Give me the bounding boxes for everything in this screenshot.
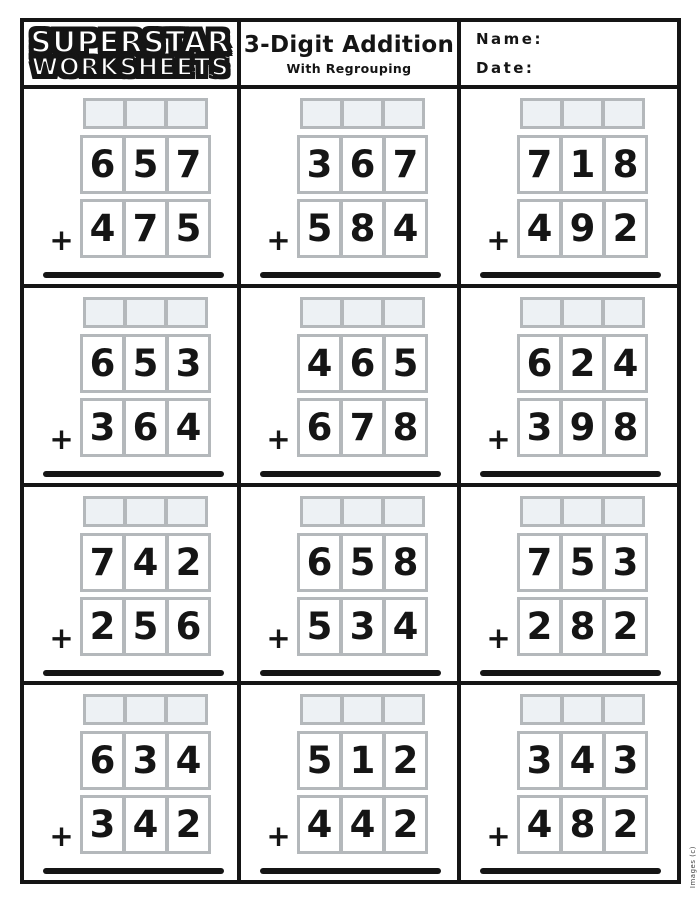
digit-box xyxy=(83,337,122,390)
digit-box xyxy=(126,138,165,191)
bottom-digit: 8 xyxy=(569,803,596,847)
answer-line xyxy=(480,272,661,278)
addend-top-row xyxy=(517,135,648,194)
top-digit: 6 xyxy=(89,739,116,783)
digit-box xyxy=(126,798,165,851)
digit-box xyxy=(386,337,425,390)
addend-bottom-row xyxy=(517,795,648,854)
carry-box xyxy=(303,300,340,325)
top-digit: 3 xyxy=(612,540,639,584)
bottom-digit: 4 xyxy=(392,604,419,648)
bottom-digit: 6 xyxy=(175,604,202,648)
carry-box xyxy=(127,300,164,325)
digit-box xyxy=(563,401,602,454)
addend-bottom-line xyxy=(260,795,442,859)
addend-bottom-line xyxy=(260,199,442,263)
carry-box xyxy=(127,697,164,722)
digit-box xyxy=(386,202,425,255)
top-digit: 3 xyxy=(526,739,553,783)
digit-box xyxy=(83,798,122,851)
top-digit: 2 xyxy=(175,540,202,584)
addition-problem xyxy=(241,288,457,483)
digit-box xyxy=(606,138,645,191)
carry-boxes xyxy=(300,694,425,725)
logo-box xyxy=(24,22,237,85)
digit-box xyxy=(126,734,165,787)
top-digit: 5 xyxy=(392,341,419,385)
digit-box xyxy=(563,202,602,255)
carry-box xyxy=(86,300,123,325)
digit-box xyxy=(606,202,645,255)
top-digit: 1 xyxy=(349,739,376,783)
digit-box xyxy=(343,337,382,390)
bottom-digit: 4 xyxy=(132,803,159,847)
bottom-digit: 3 xyxy=(349,604,376,648)
digit-box xyxy=(169,536,208,589)
top-digit: 7 xyxy=(175,143,202,186)
digit-box xyxy=(300,337,339,390)
bottom-digit: 2 xyxy=(89,604,116,648)
top-digit: 6 xyxy=(349,341,376,385)
bottom-digit: 3 xyxy=(89,405,116,449)
digit-box xyxy=(563,734,602,787)
bottom-digit: 5 xyxy=(175,207,202,250)
problem-block xyxy=(43,297,225,477)
problem-block xyxy=(480,297,662,477)
carry-box xyxy=(523,499,560,524)
top-digit: 5 xyxy=(349,540,376,584)
carry-boxes xyxy=(83,98,208,129)
digit-box xyxy=(520,401,559,454)
bottom-digit: 7 xyxy=(132,207,159,250)
digit-box xyxy=(169,401,208,454)
plus-sign: + xyxy=(49,421,74,456)
top-digit: 8 xyxy=(392,540,419,584)
bottom-digit: 2 xyxy=(612,207,639,250)
plus-sign: + xyxy=(266,421,291,456)
digit-box xyxy=(126,536,165,589)
plus-sign: + xyxy=(266,819,291,854)
addend-top-row xyxy=(80,135,211,194)
bottom-digit: 2 xyxy=(392,803,419,847)
bottom-digit: 4 xyxy=(306,803,333,847)
digit-box xyxy=(520,202,559,255)
addend-bottom-row xyxy=(80,199,211,258)
problem-block xyxy=(260,297,442,477)
carry-box xyxy=(168,101,205,126)
problem-block xyxy=(260,98,442,278)
problem-block xyxy=(260,496,442,676)
carry-boxes xyxy=(300,297,425,328)
page-title: 3-Digit Addition xyxy=(243,31,455,58)
top-digit: 7 xyxy=(89,540,116,584)
addend-top-row xyxy=(80,334,211,393)
bottom-digit: 5 xyxy=(306,604,333,648)
digit-box xyxy=(300,138,339,191)
top-digit: 1 xyxy=(569,143,596,186)
addend-top-row xyxy=(297,731,428,790)
plus-sign: + xyxy=(486,421,511,456)
digit-box xyxy=(343,401,382,454)
credit-text: Images (c) xyxy=(689,845,697,888)
answer-line xyxy=(260,471,441,477)
addend-bottom-row xyxy=(517,597,648,656)
top-digit: 7 xyxy=(392,143,419,186)
top-digit: 5 xyxy=(569,540,596,584)
top-digit: 3 xyxy=(612,739,639,783)
logo-text-superstar: SUPERSTAR xyxy=(30,25,231,59)
carry-box xyxy=(523,101,560,126)
digit-box xyxy=(300,401,339,454)
carry-boxes xyxy=(520,297,645,328)
addition-problem xyxy=(241,487,457,682)
carry-box xyxy=(385,697,422,722)
digit-box xyxy=(83,536,122,589)
logo-text-worksheets: WORKSHEETS xyxy=(31,53,230,81)
addition-problem xyxy=(24,89,237,284)
carry-box xyxy=(564,697,601,722)
bottom-digit: 4 xyxy=(89,207,116,250)
bottom-digit: 8 xyxy=(612,405,639,449)
addition-problem xyxy=(241,685,457,880)
top-digit: 4 xyxy=(569,739,596,783)
addend-top-row xyxy=(80,533,211,592)
carry-box xyxy=(344,697,381,722)
carry-box xyxy=(168,697,205,722)
bottom-digit: 2 xyxy=(612,803,639,847)
addition-problem xyxy=(24,487,237,682)
digit-box xyxy=(606,600,645,653)
bottom-digit: 8 xyxy=(349,207,376,250)
carry-box xyxy=(344,101,381,126)
name-label: Name: xyxy=(476,30,543,48)
digit-box xyxy=(343,600,382,653)
plus-sign: + xyxy=(486,223,511,257)
carry-box xyxy=(168,499,205,524)
carry-box xyxy=(303,499,340,524)
carry-box xyxy=(86,697,123,722)
addend-bottom-line xyxy=(480,398,662,462)
addend-bottom-row xyxy=(80,398,211,457)
addend-bottom-row xyxy=(80,795,211,854)
top-digit: 2 xyxy=(569,341,596,385)
bottom-digit: 2 xyxy=(175,803,202,847)
carry-boxes xyxy=(83,496,208,527)
bottom-digit: 9 xyxy=(569,405,596,449)
answer-line xyxy=(260,272,441,278)
addend-top-row xyxy=(80,731,211,790)
top-digit: 2 xyxy=(392,739,419,783)
digit-box xyxy=(169,734,208,787)
digit-box xyxy=(606,734,645,787)
carry-boxes xyxy=(83,297,208,328)
digit-box xyxy=(300,600,339,653)
answer-line xyxy=(43,670,224,676)
addend-bottom-row xyxy=(80,597,211,656)
carry-box xyxy=(303,697,340,722)
digit-box xyxy=(169,600,208,653)
addition-problem xyxy=(241,89,457,284)
plus-sign: + xyxy=(49,620,74,655)
bottom-digit: 6 xyxy=(132,405,159,449)
problem-block xyxy=(480,496,662,676)
addend-top-row xyxy=(517,731,648,790)
addition-problem xyxy=(461,288,677,483)
top-digit: 8 xyxy=(612,143,639,186)
carry-box xyxy=(86,499,123,524)
carry-boxes xyxy=(300,496,425,527)
digit-box xyxy=(126,600,165,653)
answer-line xyxy=(480,471,661,477)
addend-bottom-line xyxy=(43,597,225,661)
addend-bottom-line xyxy=(260,398,442,462)
digit-box xyxy=(606,798,645,851)
digit-box xyxy=(520,600,559,653)
top-digit: 6 xyxy=(306,540,333,584)
carry-box xyxy=(605,300,642,325)
digit-box xyxy=(563,337,602,390)
digit-box xyxy=(520,536,559,589)
digit-box xyxy=(386,734,425,787)
digit-box xyxy=(520,337,559,390)
digit-box xyxy=(343,202,382,255)
bottom-digit: 8 xyxy=(569,604,596,648)
plus-sign: + xyxy=(49,223,74,257)
addend-bottom-line xyxy=(260,597,442,661)
carry-box xyxy=(564,499,601,524)
digit-box xyxy=(343,734,382,787)
bottom-digit: 4 xyxy=(392,207,419,250)
addition-problem xyxy=(24,288,237,483)
addend-bottom-row xyxy=(517,199,648,258)
top-digit: 5 xyxy=(132,143,159,186)
problem-block xyxy=(480,98,662,278)
digit-box xyxy=(169,202,208,255)
addend-bottom-row xyxy=(297,199,428,258)
addend-bottom-line xyxy=(43,795,225,859)
carry-boxes xyxy=(520,98,645,129)
digit-box xyxy=(300,798,339,851)
carry-boxes xyxy=(300,98,425,129)
bottom-digit: 4 xyxy=(175,405,202,449)
addend-bottom-row xyxy=(297,597,428,656)
answer-line xyxy=(480,670,661,676)
carry-box xyxy=(564,101,601,126)
problem-block xyxy=(480,694,662,874)
carry-box xyxy=(605,499,642,524)
digit-box xyxy=(606,337,645,390)
addend-bottom-line xyxy=(480,199,662,263)
carry-box xyxy=(127,499,164,524)
digit-box xyxy=(343,536,382,589)
carry-box xyxy=(523,697,560,722)
answer-line xyxy=(260,868,441,874)
digit-box xyxy=(563,138,602,191)
digit-box xyxy=(520,734,559,787)
addend-bottom-line xyxy=(43,199,225,263)
carry-boxes xyxy=(520,496,645,527)
page-subtitle: With Regrouping xyxy=(286,60,412,76)
digit-box xyxy=(386,138,425,191)
addend-bottom-line xyxy=(480,795,662,859)
top-digit: 5 xyxy=(132,341,159,385)
top-digit: 5 xyxy=(306,739,333,783)
digit-box xyxy=(169,138,208,191)
problem-block xyxy=(43,98,225,278)
title-box xyxy=(241,22,457,85)
top-digit: 4 xyxy=(306,341,333,385)
bottom-digit: 4 xyxy=(526,803,553,847)
answer-line xyxy=(43,272,224,278)
carry-box xyxy=(523,300,560,325)
digit-box xyxy=(343,138,382,191)
digit-box xyxy=(606,401,645,454)
problem-block xyxy=(43,694,225,874)
plus-sign: + xyxy=(486,620,511,655)
bottom-digit: 4 xyxy=(349,803,376,847)
addition-problem xyxy=(461,487,677,682)
digit-box xyxy=(520,798,559,851)
digit-box xyxy=(343,798,382,851)
top-digit: 3 xyxy=(132,739,159,783)
bottom-digit: 2 xyxy=(612,604,639,648)
digit-box xyxy=(83,138,122,191)
digit-box xyxy=(169,337,208,390)
digit-box xyxy=(563,600,602,653)
addend-bottom-row xyxy=(297,398,428,457)
bottom-digit: 7 xyxy=(349,405,376,449)
carry-box xyxy=(385,101,422,126)
top-digit: 6 xyxy=(349,143,376,186)
addend-bottom-line xyxy=(43,398,225,462)
top-digit: 4 xyxy=(612,341,639,385)
bottom-digit: 8 xyxy=(392,405,419,449)
bottom-digit: 5 xyxy=(306,207,333,250)
top-digit: 6 xyxy=(89,143,116,186)
addend-top-row xyxy=(297,334,428,393)
bottom-digit: 3 xyxy=(89,803,116,847)
digit-box xyxy=(386,401,425,454)
digit-box xyxy=(386,536,425,589)
plus-sign: + xyxy=(266,620,291,655)
plus-sign: + xyxy=(266,223,291,257)
carry-box xyxy=(344,300,381,325)
digit-box xyxy=(300,202,339,255)
bottom-digit: 2 xyxy=(526,604,553,648)
top-digit: 6 xyxy=(526,341,553,385)
top-digit: 4 xyxy=(132,540,159,584)
addend-bottom-row xyxy=(517,398,648,457)
top-digit: 6 xyxy=(89,341,116,385)
answer-line xyxy=(260,670,441,676)
carry-box xyxy=(86,101,123,126)
digit-box xyxy=(563,798,602,851)
carry-box xyxy=(168,300,205,325)
addend-top-row xyxy=(297,533,428,592)
digit-box xyxy=(386,600,425,653)
problem-block xyxy=(43,496,225,676)
digit-box xyxy=(83,600,122,653)
top-digit: 3 xyxy=(306,143,333,186)
addition-problem xyxy=(461,685,677,880)
digit-box xyxy=(520,138,559,191)
bottom-digit: 6 xyxy=(306,405,333,449)
carry-box xyxy=(605,101,642,126)
digit-box xyxy=(169,798,208,851)
carry-box xyxy=(564,300,601,325)
digit-box xyxy=(83,734,122,787)
digit-box xyxy=(386,798,425,851)
addend-bottom-row xyxy=(297,795,428,854)
addend-top-row xyxy=(517,334,648,393)
digit-box xyxy=(126,202,165,255)
carry-box xyxy=(344,499,381,524)
bottom-digit: 9 xyxy=(569,207,596,250)
digit-box xyxy=(300,536,339,589)
carry-box xyxy=(303,101,340,126)
addend-top-row xyxy=(517,533,648,592)
answer-line xyxy=(480,868,661,874)
carry-box xyxy=(605,697,642,722)
digit-box xyxy=(126,401,165,454)
digit-box xyxy=(83,401,122,454)
digit-box xyxy=(126,337,165,390)
addend-bottom-line xyxy=(480,597,662,661)
digit-box xyxy=(300,734,339,787)
plus-sign: + xyxy=(486,819,511,854)
addition-problem xyxy=(461,89,677,284)
carry-boxes xyxy=(520,694,645,725)
top-digit: 4 xyxy=(175,739,202,783)
worksheet-grid xyxy=(20,18,681,884)
bottom-digit: 4 xyxy=(526,207,553,250)
top-digit: 3 xyxy=(175,341,202,385)
date-label: Date: xyxy=(476,59,535,77)
digit-box xyxy=(606,536,645,589)
carry-box xyxy=(127,101,164,126)
bottom-digit: 5 xyxy=(132,604,159,648)
top-digit: 7 xyxy=(526,540,553,584)
carry-box xyxy=(385,499,422,524)
digit-box xyxy=(83,202,122,255)
plus-sign: + xyxy=(49,819,74,854)
answer-line xyxy=(43,471,224,477)
name-date-box xyxy=(461,22,677,85)
carry-box xyxy=(385,300,422,325)
addition-problem xyxy=(24,685,237,880)
addend-top-row xyxy=(297,135,428,194)
answer-line xyxy=(43,868,224,874)
digit-box xyxy=(563,536,602,589)
top-digit: 7 xyxy=(526,143,553,186)
problem-block xyxy=(260,694,442,874)
carry-boxes xyxy=(83,694,208,725)
bottom-digit: 3 xyxy=(526,405,553,449)
